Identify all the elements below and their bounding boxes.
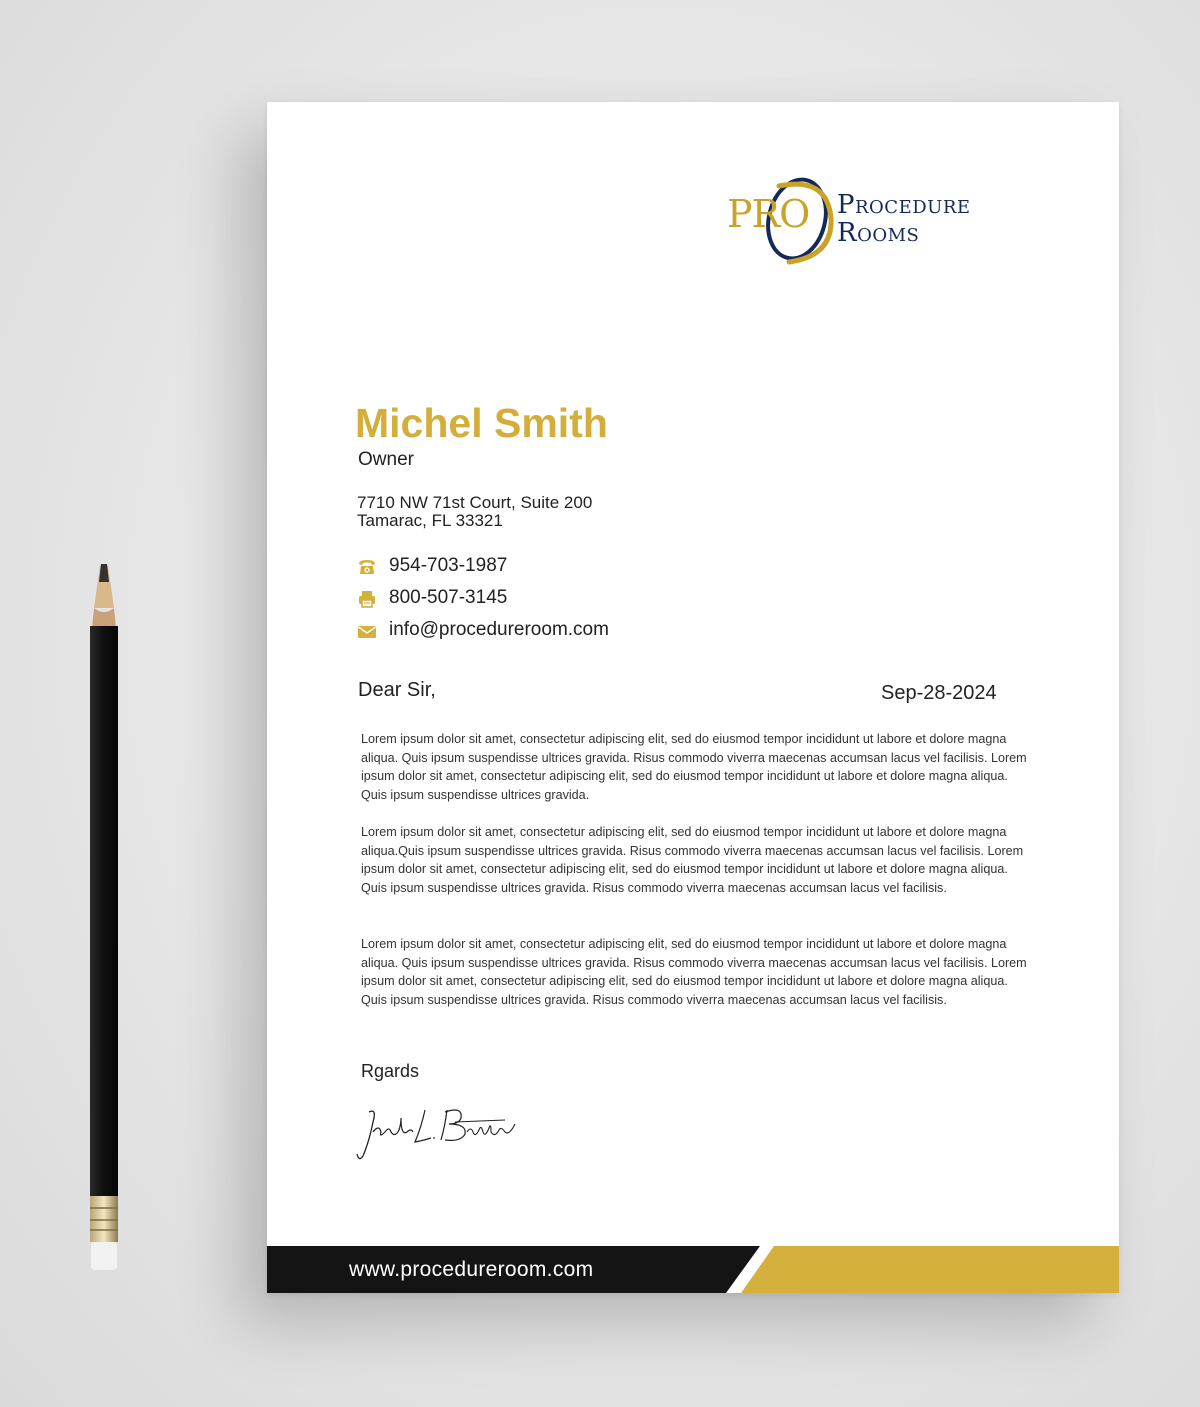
fax-icon (357, 589, 377, 609)
address-line1: 7710 NW 71st Court, Suite 200 (357, 493, 593, 512)
pencil-image (84, 560, 124, 1280)
address-line2: Tamarac, FL 33321 (357, 511, 503, 530)
letter-date: Sep-28-2024 (881, 682, 997, 704)
body-paragraph-2: Lorem ipsum dolor sit amet, consectetur adipiscing elit, sed do eiusmod tempor incididunt ut labore et dolore magna aliqua.Quis ipsum suspendisse ultrices gravida. Risus commodo viverra maecenas accumsan lacus vel facilisis. Lorem ipsum dolor sit amet, consectetur adipiscing elit, sed do eiusmod tempor incididunt ut labore et dolore magna aliqua. Quis ipsum suspendisse ultrices gravida. Risus commodo viverra maecenas accumsan lacus vel facilisis. (361, 825, 1024, 896)
logo-line1: Procedure (837, 190, 971, 220)
logo-mark: PRO (727, 192, 810, 236)
letter-greeting: Dear Sir, (358, 679, 436, 701)
body-paragraph-1: Lorem ipsum dolor sit amet, consectetur adipiscing elit, sed do eiusmod tempor incididunt ut labore et dolore magna aliqua. Quis ipsum suspendisse ultrices gravida. Risus commodo viverra maecenas accumsan lacus vel facilisis. Lorem ipsum dolor sit amet, consectetur adipiscing elit, sed do eiusmod tempor incididunt ut labore et dolore magna aliqua. Quis ipsum suspendisse ultrices gravida. (361, 732, 1027, 803)
letter-closing: Rgards (361, 1061, 420, 1081)
footer-website: www.procedureroom.com (349, 1258, 594, 1281)
company-logo (725, 170, 1045, 270)
sender-name: Michel Smith (355, 400, 608, 446)
logo-line2: Rooms (837, 218, 920, 248)
mail-icon (357, 621, 377, 641)
handwritten-signature (355, 1102, 525, 1164)
sender-title: Owner (358, 449, 414, 470)
phone-icon (357, 557, 377, 577)
footer-bar (267, 1246, 1119, 1293)
fax-number: 800-507-3145 (389, 587, 508, 608)
phone-number: 954-703-1987 (389, 555, 508, 576)
email-address: info@procedureroom.com (389, 619, 609, 640)
body-paragraph-3: Lorem ipsum dolor sit amet, consectetur adipiscing elit, sed do eiusmod tempor incididunt ut labore et dolore magna aliqua. Quis ipsum suspendisse ultrices gravida. Risus commodo viverra maecenas accumsan lacus vel facilisis. Lorem ipsum dolor sit amet, consectetur adipiscing elit, sed do eiusmod tempor incididunt ut labore et dolore magna aliqua. Quis ipsum suspendisse ultrices gravida. Risus commodo viverra maecenas accumsan lacus vel facilisis. (361, 937, 1027, 1008)
letterhead-sheet (267, 102, 1119, 1293)
